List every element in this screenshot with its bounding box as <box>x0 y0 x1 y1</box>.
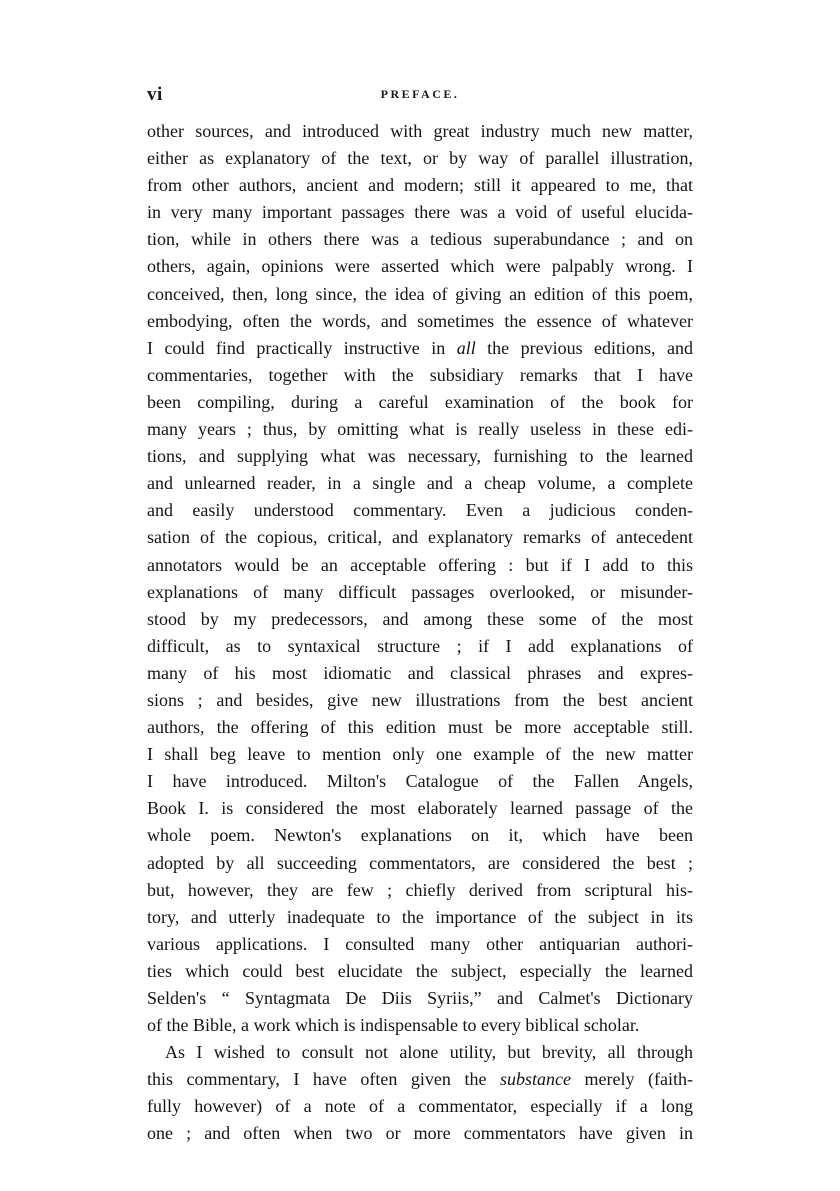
italic-emphasis: all <box>456 337 476 358</box>
text-line: various applications. I consulted many other antiquarian authori- <box>147 933 693 954</box>
text-line: sation of the copious, critical, and explanatory remarks of antecedent <box>147 527 693 548</box>
text-line: Book I. is considered the most elaborately learned passage of the <box>147 798 693 819</box>
text-line: commentaries, together with the subsidiary remarks that I have <box>147 364 693 385</box>
italic-emphasis: substance <box>499 1069 571 1090</box>
text-line: Selden's “ Syntagmata De Diis Syriis,” and Calmet's Dictionary <box>147 988 693 1008</box>
text-line: I shall beg leave to mention only one example of the new matter <box>147 744 693 765</box>
text-line: tions, and supplying what was necessary, furnishing to the learned <box>147 446 693 467</box>
text-line-with-italic <box>147 1066 693 1093</box>
text-line: been compiling, during a careful examination of the book for <box>147 391 693 412</box>
text-line-with-italic <box>147 335 693 362</box>
text-line: sions ; and besides, give new illustrations from the best ancient <box>147 689 693 710</box>
text-line: conceived, then, long since, the idea of giving an edition of this poem, <box>147 283 693 304</box>
text-line: I have introduced. Milton's Catalogue of the Fallen Angels, <box>147 771 693 792</box>
text-line: and unlearned reader, in a single and a cheap volume, a complete <box>147 473 693 494</box>
text-line: difficult, as to syntaxical structure ; if I add explanations of <box>147 635 693 656</box>
text-line: tory, and utterly inadequate to the importance of the subject in its <box>147 906 693 927</box>
text-line: and easily understood commentary. Even a judicious conden- <box>147 500 693 521</box>
body-text <box>147 118 693 1148</box>
text-line: other sources, and introduced with great industry much new matter, <box>147 121 693 141</box>
text-line: tion, while in others there was a tedious superabundance ; and on <box>147 229 693 250</box>
text-segment: merely (faith- <box>570 1069 693 1090</box>
text-line: but, however, they are few ; chiefly derived from scriptural his- <box>147 879 693 900</box>
text-line: many of his most idiomatic and classical phrases and expres- <box>147 662 693 683</box>
text-line: adopted by all succeeding commentators, are considered the best ; <box>147 852 693 873</box>
text-line: whole poem. Newton's explanations on it, which have been <box>147 825 693 846</box>
text-segment: the previous editions, and <box>475 337 693 358</box>
text-line: explanations of many difficult passages overlooked, or misunder- <box>147 581 693 602</box>
running-title: PREFACE. <box>380 87 460 101</box>
text-line: fully however) of a note of a commentator, especially if a long <box>147 1096 693 1117</box>
text-line: annotators would be an acceptable offering : but if I add to this <box>147 554 693 575</box>
paragraph-end-line: of the Bible, a work which is indispensable to every biblical scholar. <box>147 1015 640 1036</box>
text-segment: this commentary, I have often given the <box>147 1069 500 1090</box>
text-line: either as explanatory of the text, or by way of parallel illustration, <box>147 148 693 169</box>
text-segment: I could find practically instructive in <box>147 337 457 358</box>
text-line: authors, the offering of this edition must be more acceptable still. <box>147 717 693 738</box>
text-line: others, again, opinions were asserted which were palpably wrong. I <box>147 256 693 277</box>
running-head <box>147 84 693 108</box>
text-line: one ; and often when two or more commentators have given in <box>147 1123 693 1144</box>
text-line: embodying, often the words, and sometimes the essence of whatever <box>147 310 693 331</box>
page-number: vi <box>147 84 163 105</box>
text-line: many years ; thus, by omitting what is really useless in these edi- <box>147 419 693 440</box>
text-line: stood by my predecessors, and among these some of the most <box>147 608 693 629</box>
text-line: in very many important passages there was a void of useful elucida- <box>147 202 693 223</box>
paragraph-start-line: As I wished to consult not alone utility, but brevity, all through <box>165 1042 693 1063</box>
text-line: ties which could best elucidate the subject, especially the learned <box>147 960 693 981</box>
text-line: from other authors, ancient and modern; still it appeared to me, that <box>147 175 693 196</box>
